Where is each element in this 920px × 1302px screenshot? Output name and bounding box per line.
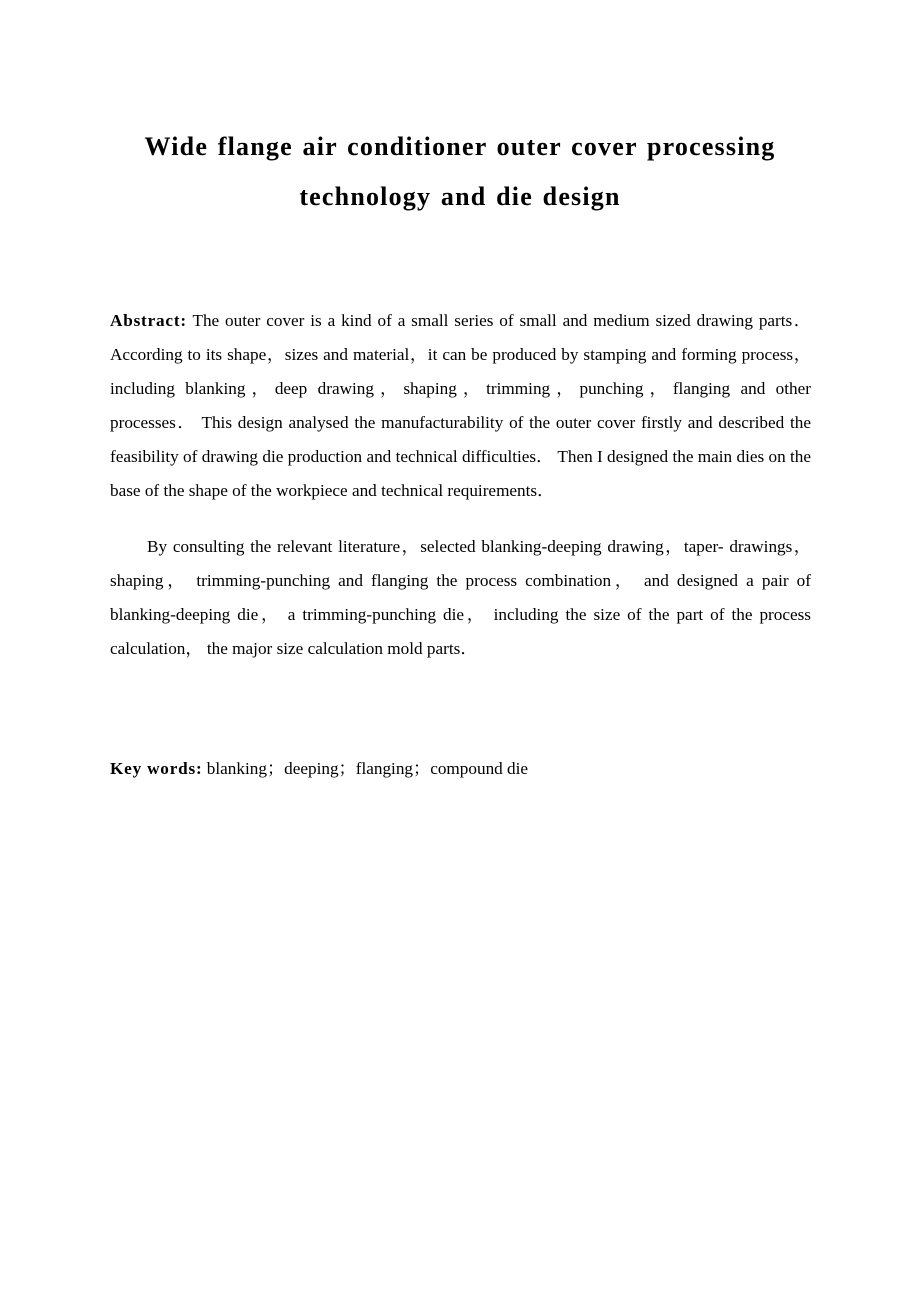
keywords-label: Key words: — [110, 759, 203, 778]
paper-title — [110, 122, 810, 222]
keywords-text: blanking；deeping；flanging；compound die — [206, 759, 529, 778]
abstract-section — [110, 304, 811, 666]
abstract-paragraph-1-text: The outer cover is a kind of a small series of small and medium sized drawing parts．According to its shape，sizes and material，it can be produced by stamping and forming process，including blanking，deep drawing，shaping，trimming，punching，flanging and other processes． This design analysed the manufacturability of the outer cover firstly and described the feasibility of drawing die production and technical difficulties． Then I designed the main dies on the base of the shape of the workpiece and technical requirements． — [110, 311, 811, 500]
abstract-label: Abstract: — [110, 311, 187, 330]
keywords-line — [110, 752, 811, 786]
abstract-paragraph-1 — [110, 304, 811, 508]
abstract-paragraph-2: By consulting the relevant literature，selected blanking-deeping drawing，taper- drawings，shaping， trimming-punching and flanging the process combination， and designed a pair of blanking-deeping die， a trimming-punching die， including the size of the part of the process calculation， the major size calculation mold parts． — [110, 537, 811, 658]
paper-title-line-1: Wide flange air conditioner outer cover processing — [144, 132, 776, 161]
paper-title-line-2: technology and die design — [299, 182, 621, 211]
